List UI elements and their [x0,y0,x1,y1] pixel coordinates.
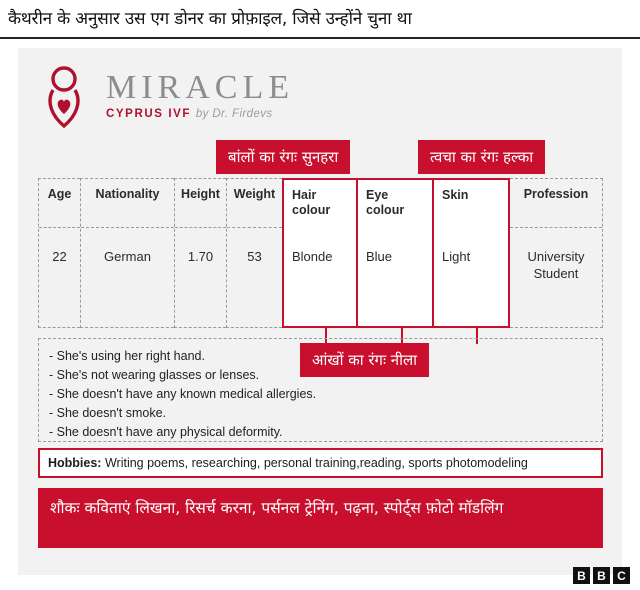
table-column-skin [434,178,510,328]
hobbies-label: Hobbies: [48,456,102,470]
table-header-profession: Profession [523,187,589,201]
donor-attributes-table [38,178,603,328]
table-cell-hair-colour: Blonde [292,249,333,264]
callout-skin-colour: त्वचा का रंगः हल्का [418,140,545,174]
table-header-eye-colour: Eye colour [366,188,405,217]
donor-profile-card [18,48,622,575]
callout-hair-colour: बांलों का रंगः सुनहरा [216,140,350,174]
table-column-nationality [80,178,174,328]
logo-byline: by Dr. Firdevs [195,108,273,120]
callout-eye-colour: आंखों का रंगः नीला [300,343,429,377]
table-cell-height: 1.70 [187,249,214,264]
logo-subtitle-text: CYPRUS IVF [106,108,192,120]
page-caption: कैथरीन के अनुसार उस एग डोनर का प्रोफ़ाइल, जिसे उन्होंने चुना था [8,9,412,29]
table-column-weight [226,178,282,328]
list-item: - She's not wearing glasses or lenses. [49,366,592,385]
table-cell-profession: University Student [527,249,585,281]
list-item: - She's using her right hand. [49,347,592,366]
table-column-hair-colour [282,178,358,328]
table-header-weight: Weight [233,187,276,201]
logo-subtitle [106,106,294,122]
table-header-height: Height [181,187,220,201]
hobbies-value: Writing poems, researching, personal training,reading, sports photomodeling [104,456,528,470]
bbc-logo [573,567,630,584]
donor-facts-list [38,338,603,442]
caption-divider [0,37,640,39]
logo-title: MIRACLE [106,69,294,106]
table-column-eye-colour [358,178,434,328]
table-header-nationality: Nationality [95,187,160,201]
miracle-heart-icon [42,66,98,130]
table-header-age: Age [47,187,72,201]
table-cell-weight: 53 [247,249,262,264]
table-cell-age: 22 [52,249,67,264]
table-column-profession [510,178,603,328]
table-column-age [38,178,80,328]
list-item: - She doesn't have any physical deformity. [49,423,592,442]
hobbies-translation-banner: शौकः कविताएं लिखना, रिसर्च करना, पर्सनल ट्रेनिंग, पढ़ना, स्पोर्ट्स फ़ोटो मॉडलिंग [38,488,603,548]
table-cell-eye-colour: Blue [366,249,393,264]
hobbies-row [38,448,603,478]
clinic-logo [42,66,342,134]
table-column-height [174,178,226,328]
table-header-hair-colour: Hair colour [292,188,331,217]
table-header-skin: Skin [442,188,469,202]
table-cell-nationality: German [104,249,151,264]
bbc-letter: C [613,567,630,584]
logo-text [106,70,294,122]
list-item: - She doesn't smoke. [49,404,592,423]
list-item: - She doesn't have any known medical allergies. [49,385,592,404]
table-cell-skin: Light [442,249,471,264]
bbc-letter: B [593,567,610,584]
bbc-letter: B [573,567,590,584]
